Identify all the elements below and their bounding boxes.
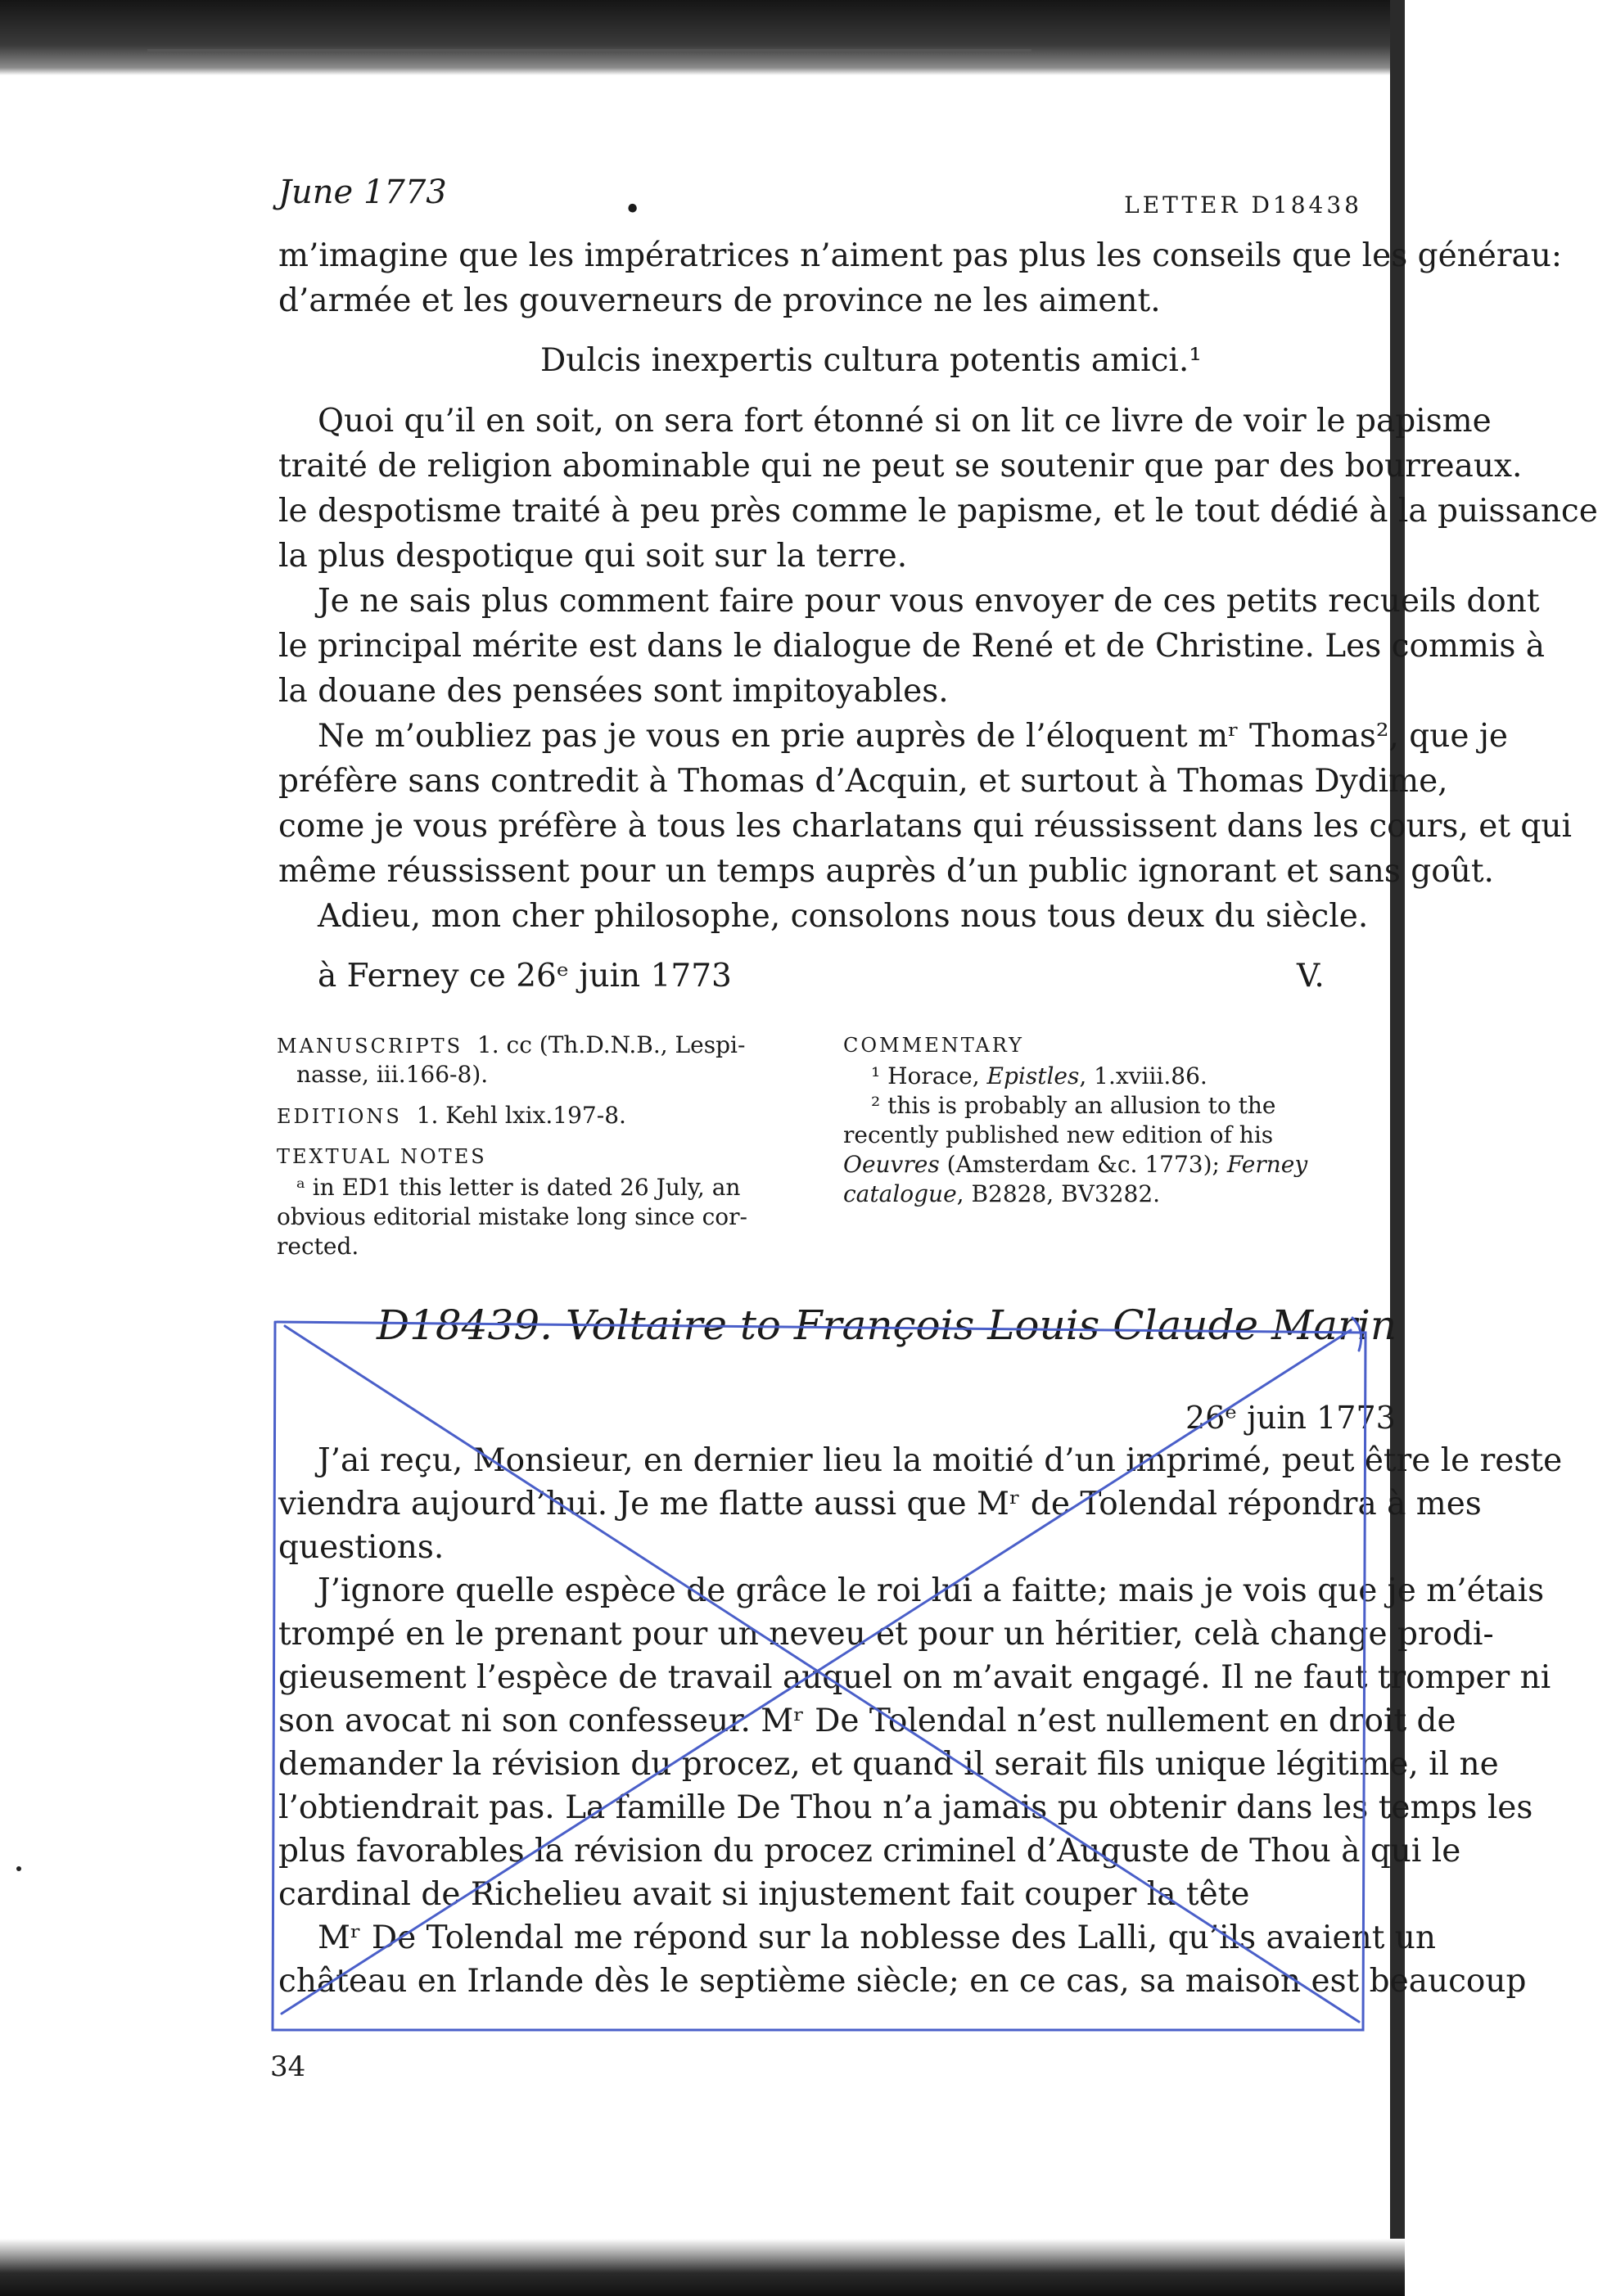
- running-head-letter: LETTER D18438: [1124, 192, 1362, 219]
- place-date: à Ferney ce 26ᵉ juin 1773: [318, 958, 732, 995]
- textual-notes-label: TEXTUAL NOTES: [277, 1145, 487, 1168]
- manuscripts-text: 1. cc (Th.D.N.B., Lespi-: [476, 1031, 746, 1058]
- letter-line: le despotisme traité à peu près comme le papisme, et le tout dédié à la puissance: [278, 493, 1598, 530]
- note-text: ¹ Horace,: [871, 1062, 987, 1089]
- letter-line: son avocat ni son confesseur. Mʳ De Tolendal n’est nullement en droit de: [278, 1703, 1456, 1739]
- letter-line: viendra aujourd’hui. Je me flatte aussi que Mʳ de Tolendal répondra à mes: [278, 1486, 1482, 1522]
- letter-line: la douane des pensées sont impitoyables.: [278, 673, 949, 710]
- stray-mark: •: [624, 193, 642, 227]
- commentary-note-2: ² this is probably an allusion to the: [871, 1092, 1276, 1119]
- textual-note-line: ᵃ in ED1 this letter is dated 26 July, an: [296, 1174, 741, 1201]
- commentary-label: COMMENTARY: [843, 1034, 1024, 1057]
- note-title: Ferney: [1226, 1151, 1308, 1178]
- pen-cross-stroke: [285, 1326, 1359, 2022]
- commentary-note-line: recently published new edition of his: [843, 1121, 1274, 1148]
- letter-heading: D18439. Voltaire to François Louis Claude Marin: [377, 1301, 1397, 1349]
- letter-line: l’obtiendrait pas. La famille De Thou n’a jamais pu obtenir dans les temps les: [278, 1789, 1533, 1826]
- letter-line: traité de religion abominable qui ne peut se soutenir que par des bourreaux.: [278, 448, 1523, 485]
- letter-line: J’ai reçu, Monsieur, en dernier lieu la moitié d’un imprimé, peut être le reste: [318, 1442, 1563, 1479]
- letter-line: d’armée et les gouverneurs de province ne les aiment.: [278, 282, 1161, 319]
- letter-line: château en Irlande dès le septième siècle; en ce cas, sa maison est beaucoup: [278, 1963, 1527, 2000]
- letter-date: 26ᵉ juin 1773: [1185, 1400, 1396, 1436]
- letter-line: m’imagine que les impératrices n’aiment pas plus les conseils que les générau:: [278, 237, 1563, 274]
- letter-line: Mʳ De Tolendal me répond sur la noblesse des Lalli, qu’ils avaient un: [318, 1919, 1437, 1956]
- letter-line: questions.: [278, 1529, 445, 1566]
- letter-line: Adieu, mon cher philosophe, consolons nous tous deux du siècle.: [318, 898, 1369, 935]
- letter-line: cardinal de Richelieu avait si injustement fait couper la tête: [278, 1876, 1250, 1913]
- manuscripts-label: MANUSCRIPTS: [277, 1035, 463, 1058]
- letter-line: J’ignore quelle espèce de grâce le roi lui a faitte; mais je vois que je m’étais: [318, 1572, 1545, 1609]
- letter-line: le principal mérite est dans le dialogue de René et de Christine. Les commis à: [278, 628, 1546, 665]
- letter-line: Je ne sais plus comment faire pour vous envoyer de ces petits recueils dont: [318, 583, 1540, 620]
- note-title: Epistles: [986, 1062, 1080, 1089]
- letter-line: même réussissent pour un temps auprès d’un public ignorant et sans goût.: [278, 853, 1494, 890]
- page-number: 34: [270, 2050, 306, 2083]
- running-head-date: June 1773: [278, 174, 447, 211]
- note-title: catalogue: [843, 1180, 957, 1207]
- letter-line: préfère sans contredit à Thomas d’Acquin, et surtout à Thomas Dydime,: [278, 763, 1448, 800]
- editions-text: 1. Kehl lxix.197-8.: [416, 1102, 626, 1129]
- letter-line: demander la révision du procez, et quand il serait fils unique légitime, il ne: [278, 1746, 1499, 1783]
- note-text: , B2828, BV3282.: [956, 1180, 1161, 1207]
- note-text: (Amsterdam &c. 1773);: [939, 1151, 1227, 1178]
- signature: V.: [1297, 958, 1325, 995]
- editions-label: EDITIONS: [277, 1105, 402, 1128]
- textual-note-line: obvious editorial mistake long since cor-: [277, 1203, 747, 1230]
- pen-box: [273, 1322, 1366, 2030]
- letter-line: la plus despotique qui soit sur la terre.: [278, 538, 908, 575]
- quotation: Dulcis inexpertis cultura potentis amici.¹: [540, 342, 1202, 379]
- note-text: , 1.xviii.86.: [1079, 1062, 1208, 1089]
- letter-line: come je vous préfère à tous les charlatans qui réussissent dans les cours, et qui: [278, 808, 1572, 845]
- letter-line: trompé en le prenant pour un neveu et pour un héritier, celà change prodi-: [278, 1616, 1494, 1653]
- textual-note-line: rected.: [277, 1233, 359, 1260]
- note-title: Oeuvres: [843, 1151, 940, 1178]
- letter-line: plus favorables la révision du procez criminel d’Auguste de Thou à qui le: [278, 1833, 1461, 1870]
- letter-line: gieusement l’espèce de travail auquel on m’avait engagé. Il ne faut tromper ni: [278, 1659, 1551, 1696]
- manuscripts-text-2: nasse, iii.166-8).: [296, 1061, 489, 1088]
- pen-cross-stroke: [282, 1330, 1351, 2014]
- letter-line: Ne m’oubliez pas je vous en prie auprès de l’éloquent mʳ Thomas², que je: [318, 718, 1509, 755]
- letter-line: Quoi qu’il en soit, on sera fort étonné si on lit ce livre de voir le papisme: [318, 403, 1492, 440]
- pen-corner-flourish: [1352, 1318, 1361, 1351]
